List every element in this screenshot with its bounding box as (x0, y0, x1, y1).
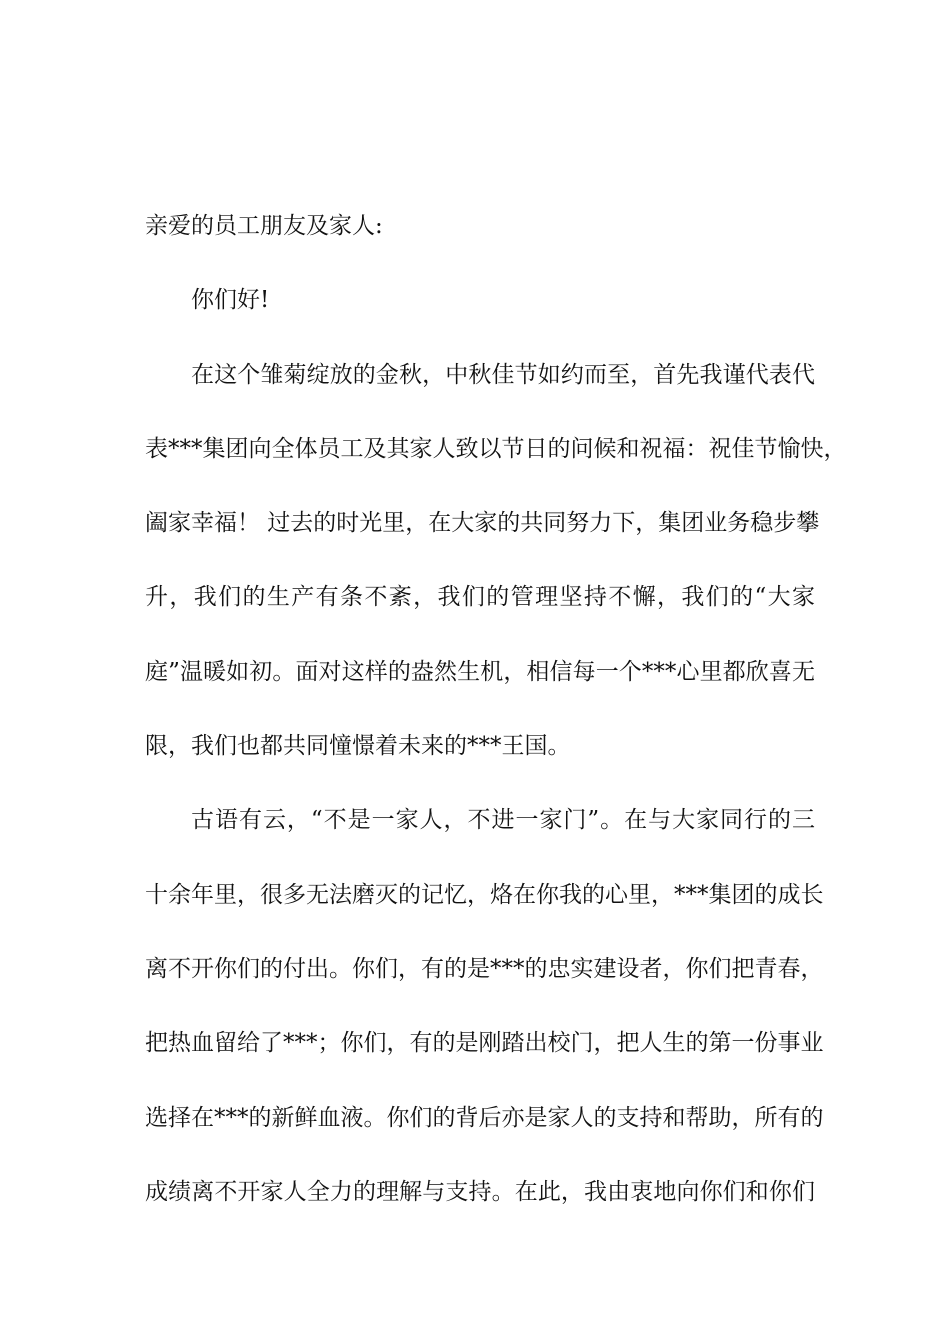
paragraph1-line: 限，我们也都共同憧憬着未来的***王国。 (145, 733, 571, 760)
paragraph2-line: 古语有云，“不是一家人，不进一家门”。在与大家同行的三 (191, 807, 815, 834)
paragraph2-line: 把热血留给了***；你们，有的是刚踏出校门，把人生的第一份事业 (145, 1030, 824, 1057)
paragraph1-line: 庭”温暖如初。面对这样的盎然生机，相信每一个***心里都欣喜无 (145, 658, 815, 685)
paragraph1-line: 阖家幸福！ 过去的时光里，在大家的共同努力下，集团业务稳步攀 (145, 510, 820, 537)
paragraph1-line: 表***集团向全体员工及其家人致以节日的问候和祝福：祝佳节愉快， (145, 435, 847, 462)
paragraph2-line: 十余年里，很多无法磨灭的记忆，烙在你我的心里，***集团的成长 (145, 881, 824, 908)
salutation: 亲爱的员工朋友及家人: (145, 213, 383, 239)
paragraph1-line: 在这个雏菊绽放的金秋，中秋佳节如约而至，首先我谨代表代 (191, 361, 815, 388)
paragraph2-line: 选择在***的新鲜血液。你们的背后亦是家人的支持和帮助，所有的 (145, 1104, 824, 1131)
paragraph2-line: 离不开你们的付出。你们，有的是***的忠实建设者，你们把青春， (145, 955, 824, 982)
greeting: 你们好! (191, 287, 270, 314)
letter-body (145, 202, 847, 1242)
paragraph1-line: 升，我们的生产有条不紊，我们的管理坚持不懈，我们的“大家 (145, 584, 815, 611)
paragraph2-line: 成绩离不开家人全力的理解与支持。在此，我由衷地向你们和你们 (145, 1178, 815, 1205)
